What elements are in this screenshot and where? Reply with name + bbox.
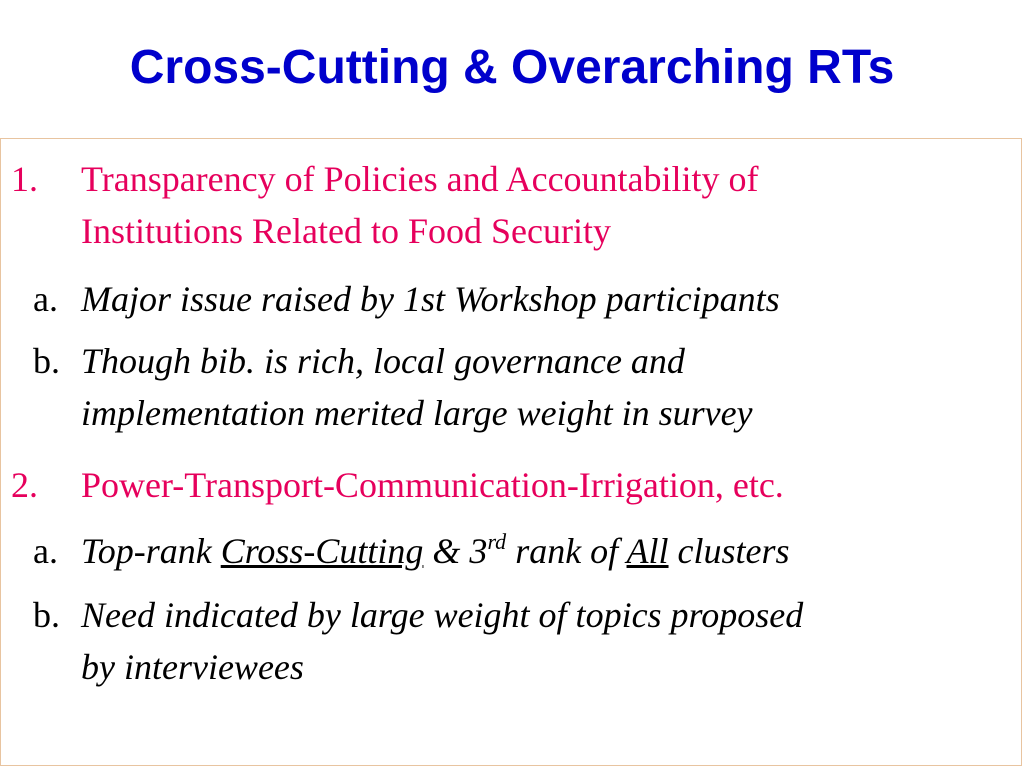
superscript: rd (487, 529, 507, 554)
list-item-1 (1, 153, 1011, 257)
content-box (0, 138, 1022, 766)
text-run: clusters (668, 531, 790, 571)
text-line: by interviewees (81, 647, 304, 687)
list-item-2 (1, 459, 1011, 511)
underlined-text: Cross-Cutting (220, 531, 424, 571)
underlined-text: All (626, 531, 669, 571)
list-marker: a. (33, 531, 58, 571)
list-marker: b. (33, 595, 60, 635)
list-item-text (81, 153, 1011, 257)
list-marker: 2. (11, 465, 38, 505)
text-line: Power-Transport-Communication-Irrigation, etc. (81, 465, 784, 505)
text-line: Need indicated by large weight of topics proposed (81, 595, 804, 635)
list-item-text (81, 589, 1011, 693)
text-line: Institutions Related to Food Security (81, 211, 611, 251)
text-run: & 3 (423, 531, 488, 571)
text-line: Major issue raised by 1st Workshop participants (81, 279, 780, 319)
slide-title: Cross-Cutting & Overarching RTs (129, 41, 895, 94)
list-item-2a (1, 525, 1011, 577)
list-item-text (81, 335, 1011, 439)
list-item-text (81, 273, 1011, 325)
list-marker: b. (33, 341, 60, 381)
text-line: implementation merited large weight in survey (81, 393, 753, 433)
list-marker: 1. (11, 159, 38, 199)
text-run: rank of (506, 531, 627, 571)
text-line: Though bib. is rich, local governance and (81, 341, 685, 381)
list-item-1a (1, 273, 1011, 325)
list-item-1b (1, 335, 1011, 439)
list-item-2b (1, 589, 1011, 693)
text-line: Transparency of Policies and Accountability of (81, 159, 759, 199)
list-marker: a. (33, 279, 58, 319)
list-item-text (81, 459, 1011, 511)
list-item-text (81, 525, 1011, 577)
text-run: Top-rank (81, 531, 221, 571)
